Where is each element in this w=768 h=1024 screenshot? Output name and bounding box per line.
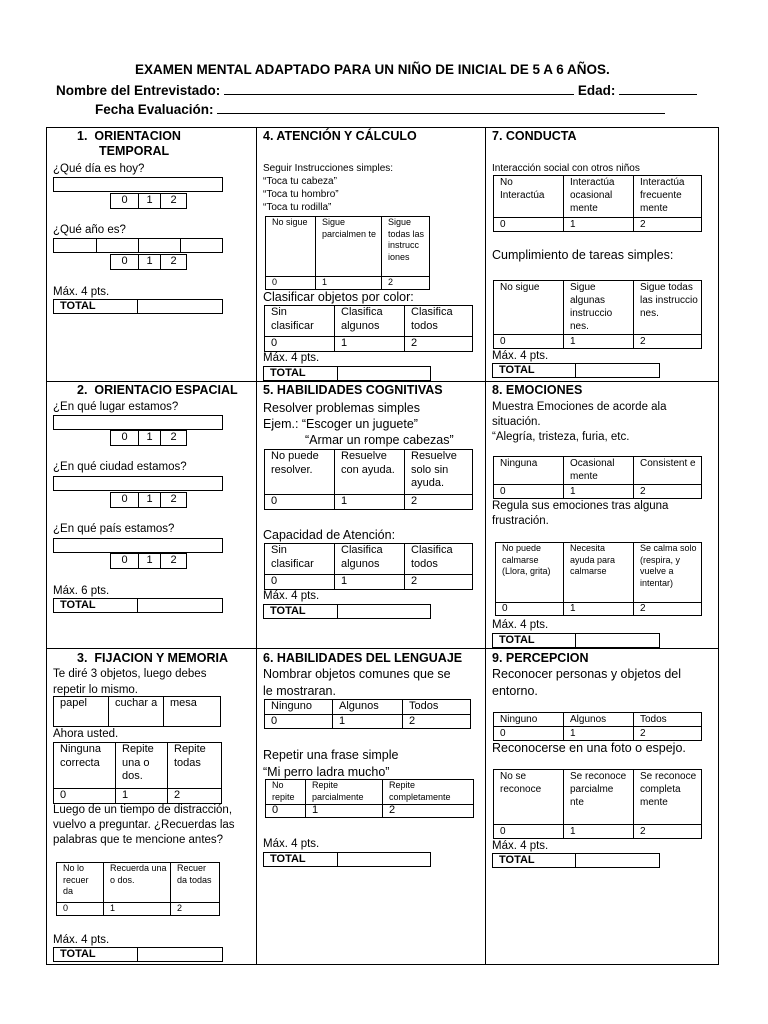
total-value[interactable]: [138, 299, 223, 314]
score-option[interactable]: 2: [634, 825, 702, 839]
score-option[interactable]: 2: [403, 714, 471, 729]
subsection-title: Capacidad de Atención:: [263, 528, 396, 542]
option-label: Resuelve con ayuda.: [335, 450, 405, 495]
score-option[interactable]: 2: [161, 493, 187, 508]
total-value[interactable]: [576, 633, 660, 648]
option-label: Interactúa ocasional mente: [564, 176, 634, 218]
answer-box[interactable]: [53, 415, 223, 430]
option-table: [264, 305, 473, 352]
grid-divider: [46, 648, 719, 649]
option-table: [265, 779, 474, 818]
score-option[interactable]: 1: [333, 714, 403, 729]
subsection-title: Regula sus emociones tras alguna: [492, 500, 669, 512]
grid-divider: [46, 381, 719, 382]
score-row: [110, 492, 187, 508]
option-label: No lo recuer da: [57, 863, 104, 903]
max-points: Máx. 4 pts.: [263, 590, 320, 602]
age-label: Edad:: [577, 83, 616, 98]
instruction: vuelvo a preguntar. ¿Recuerdas las: [53, 819, 235, 831]
option-table: [56, 862, 220, 916]
subsection-title: entorno.: [492, 684, 538, 698]
score-option[interactable]: 1: [564, 825, 634, 839]
score-option[interactable]: 0: [265, 714, 333, 729]
option-label: Ninguno: [494, 713, 564, 727]
date-label: Fecha Evaluación:: [95, 102, 214, 117]
subsection-title: Reconocerse en una foto o espejo.: [492, 741, 686, 755]
option-label: Sigue todas las instrucc iones: [382, 217, 430, 277]
option-label: Se reconoce completa mente: [634, 770, 702, 825]
option-label: Necesita ayuda para calmarse: [564, 543, 634, 603]
subsection-title: “Alegría, tristeza, furia, etc.: [492, 431, 630, 443]
score-option[interactable]: 0: [494, 218, 564, 232]
word-cell: papel: [54, 697, 109, 727]
score-option[interactable]: 0: [111, 194, 139, 209]
score-option[interactable]: 2: [405, 337, 473, 352]
total-value[interactable]: [576, 853, 660, 868]
question: ¿En qué país estamos?: [53, 523, 175, 535]
box-divider: [180, 238, 181, 253]
total-value[interactable]: [138, 947, 223, 962]
total-value[interactable]: [338, 366, 431, 381]
answer-box[interactable]: [53, 538, 223, 553]
option-label: No puede resolver.: [265, 450, 335, 495]
subsection-title: Cumplimiento de tareas simples:: [492, 248, 674, 262]
option-label: Repite completamente: [383, 780, 474, 805]
section-7-title: 7. CONDUCTA: [492, 129, 577, 143]
word-cell: mesa: [164, 697, 221, 727]
score-option[interactable]: 2: [161, 255, 187, 270]
score-option[interactable]: 0: [266, 805, 306, 818]
date-line: [95, 101, 665, 117]
section-title: FIJACION Y MEMORIA: [94, 651, 228, 665]
word-cell: cuchar a: [109, 697, 164, 727]
option-label: No sigue: [494, 281, 564, 335]
command: “Toca tu hombro”: [263, 189, 339, 200]
max-points: Máx. 4 pts.: [53, 286, 110, 298]
score-option[interactable]: 0: [494, 485, 564, 499]
score-option[interactable]: 1: [139, 255, 161, 270]
score-option[interactable]: 1: [139, 194, 161, 209]
option-table: [53, 742, 222, 804]
score-option[interactable]: 2: [405, 495, 473, 510]
score-option[interactable]: 1: [104, 903, 171, 916]
score-option[interactable]: 0: [111, 255, 139, 270]
score-option[interactable]: 1: [335, 575, 405, 590]
box-divider: [138, 238, 139, 253]
section-9-title: 9. PERCEPCION: [492, 651, 589, 665]
score-option[interactable]: 2: [383, 805, 474, 818]
option-label: Resuelve solo sin ayuda.: [405, 450, 473, 495]
section-number: 2.: [77, 383, 88, 397]
section-2-title: [77, 383, 238, 398]
option-label: Se reconoce parcialme nte: [564, 770, 634, 825]
option-label: Interactúa frecuente mente: [634, 176, 702, 218]
option-label: Ninguna correcta: [54, 743, 116, 789]
total-field[interactable]: [492, 853, 660, 868]
score-option[interactable]: 0: [265, 575, 335, 590]
max-points: Máx. 4 pts.: [53, 934, 110, 946]
total-label: TOTAL: [263, 604, 338, 619]
score-option[interactable]: 2: [634, 335, 702, 349]
total-value[interactable]: [576, 363, 660, 378]
total-label: TOTAL: [263, 366, 338, 381]
subsection-title: Nombrar objetos comunes que se: [263, 667, 451, 681]
subsection-title: Repetir una frase simple: [263, 748, 399, 762]
age-field[interactable]: [619, 82, 697, 95]
question: ¿Qué día es hoy?: [53, 163, 145, 175]
section-title: ORIENTACION: [94, 129, 181, 143]
subsection-title: Resolver problemas simples: [263, 401, 421, 415]
section-title: ORIENTACIO ESPACIAL: [94, 383, 238, 397]
score-option[interactable]: 2: [161, 554, 187, 569]
option-table: [264, 699, 471, 729]
subsection-title: le mostraran.: [263, 684, 336, 698]
score-row: [110, 193, 187, 209]
max-points: Máx. 4 pts.: [263, 838, 320, 850]
score-option[interactable]: 1: [335, 337, 405, 352]
command: “Toca tu rodilla”: [263, 202, 332, 213]
option-label: No Interactúa: [494, 176, 564, 218]
option-label: Ocasional mente: [564, 457, 634, 485]
option-label: Clasifica algunos: [335, 306, 405, 337]
subsection-title: frustración.: [492, 515, 549, 527]
option-table: [265, 216, 430, 290]
option-label: No sigue: [266, 217, 316, 277]
subsection-title: situación.: [492, 416, 541, 428]
score-option[interactable]: 1: [564, 603, 634, 616]
total-field[interactable]: [53, 299, 223, 314]
score-row: [110, 553, 187, 569]
option-label: Algunos: [564, 713, 634, 727]
option-table: [493, 769, 702, 839]
instruction: Seguir Instrucciones simples:: [263, 163, 394, 174]
interviewee-label: Nombre del Entrevistado:: [56, 83, 221, 98]
total-field[interactable]: [263, 366, 431, 381]
score-option[interactable]: 1: [306, 805, 383, 818]
option-label: Sigue parcialmen te: [316, 217, 382, 277]
option-table: [493, 712, 702, 741]
section-title: TEMPORAL: [99, 144, 170, 158]
total-field[interactable]: [263, 604, 431, 619]
score-option[interactable]: 1: [564, 485, 634, 499]
option-label: Ninguno: [265, 700, 333, 715]
option-label: Todos: [403, 700, 471, 715]
word-table: [53, 696, 221, 727]
option-label: No repite: [266, 780, 306, 805]
total-value[interactable]: [338, 604, 431, 619]
total-field[interactable]: [53, 947, 223, 962]
option-table: [493, 280, 702, 349]
total-label: TOTAL: [53, 598, 138, 613]
score-row: [110, 254, 187, 270]
option-label: Algunos: [333, 700, 403, 715]
date-field[interactable]: [217, 101, 665, 114]
score-option[interactable]: 2: [634, 485, 702, 499]
score-option[interactable]: 0: [111, 554, 139, 569]
total-field[interactable]: [492, 633, 660, 648]
score-option[interactable]: 1: [564, 335, 634, 349]
option-label: No puede calmarse (Llora, grita): [496, 543, 564, 603]
option-table: [493, 175, 702, 232]
score-option[interactable]: 0: [494, 335, 564, 349]
score-option[interactable]: 2: [634, 218, 702, 232]
score-option[interactable]: 0: [494, 825, 564, 839]
total-label: TOTAL: [53, 299, 138, 314]
max-points: Máx. 4 pts.: [263, 352, 320, 364]
option-table: [264, 543, 473, 590]
answer-box[interactable]: [53, 177, 223, 192]
option-label: Se calma solo (respira, y vuelve a intentar): [634, 543, 702, 603]
total-field[interactable]: [53, 598, 223, 613]
score-option[interactable]: 0: [265, 495, 335, 510]
score-option[interactable]: 2: [161, 194, 187, 209]
example: “Armar un rompe cabezas”: [305, 433, 454, 447]
score-option[interactable]: 2: [161, 431, 187, 446]
option-table: [495, 542, 702, 616]
section-number: 3.: [77, 651, 88, 665]
score-option[interactable]: 2: [405, 575, 473, 590]
total-label: TOTAL: [492, 633, 576, 648]
option-label: Sin clasificar: [265, 306, 335, 337]
option-label: Ninguna: [494, 457, 564, 485]
option-label: No se reconoce: [494, 770, 564, 825]
score-row: [110, 430, 187, 446]
section-8-title: 8. EMOCIONES: [492, 383, 583, 397]
score-option[interactable]: 1: [316, 277, 382, 290]
max-points: Máx. 6 pts.: [53, 585, 110, 597]
option-label: Sigue todas las instruccio nes.: [634, 281, 702, 335]
instruction: repetir lo mismo.: [53, 684, 138, 696]
section-5-title: 5. HABILIDADES COGNITIVAS: [263, 383, 443, 397]
total-label: TOTAL: [492, 363, 576, 378]
option-label: Consistent e: [634, 457, 702, 485]
page-title: EXAMEN MENTAL ADAPTADO PARA UN NIÑO DE INICIAL DE 5 A 6 AÑOS.: [135, 62, 610, 77]
score-option[interactable]: 0: [496, 603, 564, 616]
score-option[interactable]: 1: [564, 218, 634, 232]
option-label: Sigue algunas instruccio nes.: [564, 281, 634, 335]
option-label: Todos: [634, 713, 702, 727]
score-option[interactable]: 1: [139, 493, 161, 508]
option-label: Recuer da todas: [171, 863, 220, 903]
grid-divider: [485, 127, 486, 965]
max-points: Máx. 4 pts.: [492, 619, 549, 631]
interviewee-line: [56, 82, 697, 98]
option-label: Clasifica todos: [405, 306, 473, 337]
score-option[interactable]: 1: [139, 431, 161, 446]
score-option[interactable]: 2: [634, 727, 702, 741]
score-option[interactable]: 0: [111, 493, 139, 508]
score-option[interactable]: 1: [564, 727, 634, 741]
option-table: [264, 449, 473, 510]
section-3-title: [77, 651, 228, 666]
option-label: Repite parcialmente: [306, 780, 383, 805]
score-option[interactable]: 0: [494, 727, 564, 741]
section-number: 1.: [77, 129, 88, 143]
subsection-title: Reconocer personas y objetos del: [492, 667, 682, 681]
score-option[interactable]: 1: [116, 789, 168, 804]
phrase: “Mi perro ladra mucho”: [263, 765, 390, 779]
instruction: Ahora usted.: [53, 728, 119, 740]
score-option[interactable]: 0: [57, 903, 104, 916]
score-option[interactable]: 2: [634, 603, 702, 616]
score-option[interactable]: 1: [335, 495, 405, 510]
option-label: Clasifica todos: [405, 544, 473, 575]
box-divider: [96, 238, 97, 253]
answer-box[interactable]: [53, 476, 223, 491]
total-field[interactable]: [263, 852, 431, 867]
score-option[interactable]: 0: [265, 337, 335, 352]
grid-divider: [256, 127, 257, 965]
subsection-title: Interacción social con otros niños: [492, 163, 640, 174]
command: “Toca tu cabeza”: [263, 176, 337, 187]
total-label: TOTAL: [492, 853, 576, 868]
score-option[interactable]: 2: [171, 903, 220, 916]
score-option[interactable]: 2: [168, 789, 222, 804]
score-option[interactable]: 1: [139, 554, 161, 569]
score-option[interactable]: 0: [266, 277, 316, 290]
section-1-title: [77, 129, 181, 159]
total-value[interactable]: [338, 852, 431, 867]
subsection-title: Clasificar objetos por color:: [263, 290, 414, 304]
total-label: TOTAL: [263, 852, 338, 867]
option-label: Repite todas: [168, 743, 222, 789]
score-option[interactable]: 0: [54, 789, 116, 804]
example: Ejem.: “Escoger un juguete”: [263, 417, 418, 431]
total-field[interactable]: [492, 363, 660, 378]
section-4-title: 4. ATENCIÓN Y CÁLCULO: [263, 129, 417, 143]
interviewee-field[interactable]: [224, 82, 574, 95]
instruction: Luego de un tiempo de distracción,: [53, 804, 233, 816]
option-label: Repite una o dos.: [116, 743, 168, 789]
option-label: Recuerda una o dos.: [104, 863, 171, 903]
max-points: Máx. 4 pts.: [492, 350, 549, 362]
section-6-title: 6. HABILIDADES DEL LENGUAJE: [263, 651, 463, 665]
question: ¿En qué ciudad estamos?: [53, 461, 187, 473]
total-label: TOTAL: [53, 947, 138, 962]
option-table: [493, 456, 702, 499]
score-option[interactable]: 0: [111, 431, 139, 446]
question: ¿En qué lugar estamos?: [53, 401, 179, 413]
total-value[interactable]: [138, 598, 223, 613]
subsection-title: Muestra Emociones de acorde ala: [492, 401, 667, 413]
question: ¿Qué año es?: [53, 224, 126, 236]
instruction: Te diré 3 objetos, luego debes: [53, 668, 207, 680]
option-label: Clasifica algunos: [335, 544, 405, 575]
option-label: Sin clasificar: [265, 544, 335, 575]
max-points: Máx. 4 pts.: [492, 840, 549, 852]
instruction: palabras que te mencione antes?: [53, 834, 224, 846]
score-option[interactable]: 2: [382, 277, 430, 290]
